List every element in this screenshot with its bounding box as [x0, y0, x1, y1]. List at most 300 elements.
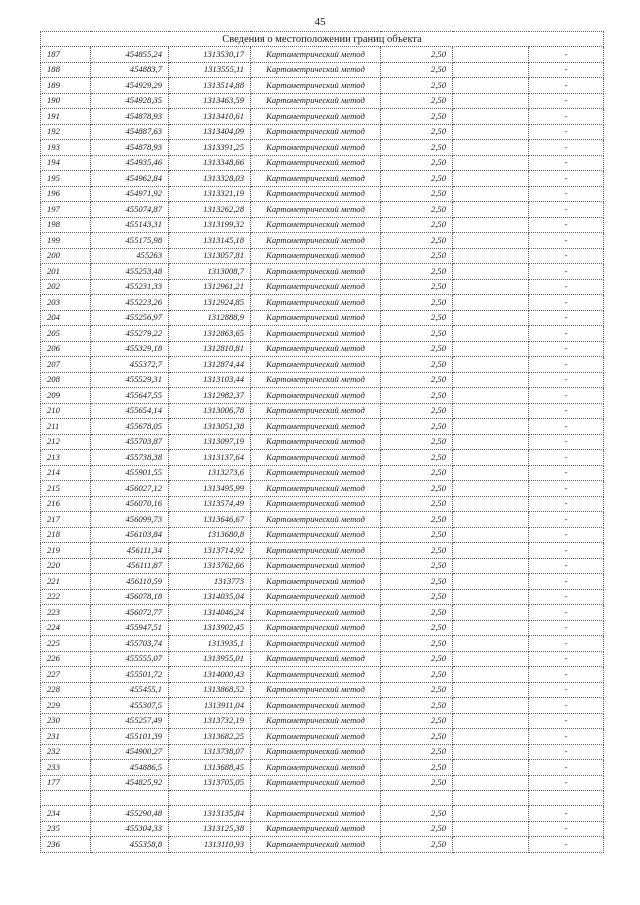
x-coordinate: 455304,33 [91, 821, 169, 837]
y-coordinate: 1312961,21 [169, 279, 251, 295]
x-coordinate: 455358,8 [91, 837, 169, 853]
method: Картометрический метод [251, 543, 381, 559]
point-number: 196 [41, 186, 91, 202]
y-coordinate: 1313008,7 [169, 264, 251, 280]
table-row [41, 326, 604, 342]
blank-cell [453, 341, 529, 357]
table-row [41, 171, 604, 187]
precision: 2,50 [381, 605, 453, 621]
blank-cell [453, 310, 529, 326]
y-coordinate: 1313688,45 [169, 760, 251, 776]
precision: 2,50 [381, 558, 453, 574]
x-coordinate: 455253,48 [91, 264, 169, 280]
dash-cell: - [529, 388, 604, 404]
blank-cell [453, 78, 529, 94]
x-coordinate: 454878,93 [91, 140, 169, 156]
blank-cell [453, 217, 529, 233]
dash-cell: - [529, 217, 604, 233]
method: Картометрический метод [251, 326, 381, 342]
table-row [41, 713, 604, 729]
y-coordinate: 1313137,64 [169, 450, 251, 466]
precision: 2,50 [381, 744, 453, 760]
page-number: 45 [314, 16, 326, 28]
precision: 2,50 [381, 682, 453, 698]
method: Картометрический метод [251, 372, 381, 388]
y-coordinate: 1313714,92 [169, 543, 251, 559]
dash-cell: - [529, 620, 604, 636]
blank-cell [453, 558, 529, 574]
dash-cell: - [529, 264, 604, 280]
table-row [41, 62, 604, 78]
method: Картометрический метод [251, 806, 381, 822]
method: Картометрический метод [251, 682, 381, 698]
point-number: 228 [41, 682, 91, 698]
table-row [41, 388, 604, 404]
blank-cell [453, 574, 529, 590]
blank-cell [453, 93, 529, 109]
x-coordinate: 456027,12 [91, 481, 169, 497]
x-coordinate: 456099,73 [91, 512, 169, 528]
y-coordinate: 1313262,28 [169, 202, 251, 218]
precision: 2,50 [381, 341, 453, 357]
point-number: 226 [41, 651, 91, 667]
precision: 2,50 [381, 248, 453, 264]
separator-row [41, 791, 604, 806]
precision: 2,50 [381, 93, 453, 109]
x-coordinate: 455290,48 [91, 806, 169, 822]
empty-cell [529, 791, 604, 806]
point-number: 224 [41, 620, 91, 636]
method: Картометрический метод [251, 155, 381, 171]
table-row [41, 636, 604, 652]
x-coordinate: 456110,59 [91, 574, 169, 590]
y-coordinate: 1313410,61 [169, 109, 251, 125]
dash-cell: - [529, 744, 604, 760]
precision: 2,50 [381, 651, 453, 667]
point-number: 227 [41, 667, 91, 683]
precision: 2,50 [381, 760, 453, 776]
dash-cell: - [529, 806, 604, 822]
precision: 2,50 [381, 233, 453, 249]
precision: 2,50 [381, 279, 453, 295]
point-number: 202 [41, 279, 91, 295]
precision: 2,50 [381, 419, 453, 435]
method: Картометрический метод [251, 775, 381, 791]
table-row [41, 78, 604, 94]
method: Картометрический метод [251, 248, 381, 264]
method: Картометрический метод [251, 62, 381, 78]
table-row [41, 403, 604, 419]
method: Картометрический метод [251, 636, 381, 652]
table-row [41, 744, 604, 760]
point-number: 201 [41, 264, 91, 280]
table-row [41, 775, 604, 791]
precision: 2,50 [381, 109, 453, 125]
precision: 2,50 [381, 124, 453, 140]
dash-cell: - [529, 574, 604, 590]
dash-cell: - [529, 589, 604, 605]
blank-cell [453, 589, 529, 605]
x-coordinate: 455703,74 [91, 636, 169, 652]
table-row [41, 140, 604, 156]
y-coordinate: 1313530,17 [169, 47, 251, 63]
method: Картометрический метод [251, 93, 381, 109]
method: Картометрический метод [251, 667, 381, 683]
method: Картометрический метод [251, 698, 381, 714]
point-number: 193 [41, 140, 91, 156]
x-coordinate: 455678,05 [91, 419, 169, 435]
precision: 2,50 [381, 481, 453, 497]
empty-cell [381, 791, 453, 806]
table-row [41, 496, 604, 512]
point-number: 188 [41, 62, 91, 78]
dash-cell: - [529, 496, 604, 512]
x-coordinate: 455738,38 [91, 450, 169, 466]
point-number: 220 [41, 558, 91, 574]
table-row [41, 620, 604, 636]
blank-cell [453, 403, 529, 419]
table-row [41, 698, 604, 714]
dash-cell: - [529, 403, 604, 419]
method: Картометрический метод [251, 403, 381, 419]
precision: 2,50 [381, 388, 453, 404]
point-number: 219 [41, 543, 91, 559]
method: Картометрический метод [251, 357, 381, 373]
x-coordinate: 456078,18 [91, 589, 169, 605]
x-coordinate: 455231,33 [91, 279, 169, 295]
dash-cell: - [529, 186, 604, 202]
y-coordinate: 1313705,05 [169, 775, 251, 791]
blank-cell [453, 636, 529, 652]
table-row [41, 837, 604, 853]
table-row [41, 47, 604, 63]
point-number: 217 [41, 512, 91, 528]
table-row [41, 682, 604, 698]
y-coordinate: 1313006,78 [169, 403, 251, 419]
blank-cell [453, 465, 529, 481]
dash-cell: - [529, 372, 604, 388]
blank-cell [453, 620, 529, 636]
dash-cell: - [529, 527, 604, 543]
method: Картометрический метод [251, 821, 381, 837]
dash-cell: - [529, 248, 604, 264]
point-number: 215 [41, 481, 91, 497]
x-coordinate: 456070,16 [91, 496, 169, 512]
precision: 2,50 [381, 217, 453, 233]
y-coordinate: 1313391,25 [169, 140, 251, 156]
table-row [41, 434, 604, 450]
x-coordinate: 456111,34 [91, 543, 169, 559]
empty-cell [251, 791, 381, 806]
dash-cell: - [529, 155, 604, 171]
blank-cell [453, 171, 529, 187]
blank-cell [453, 450, 529, 466]
blank-cell [453, 651, 529, 667]
dash-cell: - [529, 558, 604, 574]
blank-cell [453, 388, 529, 404]
y-coordinate: 1312863,65 [169, 326, 251, 342]
table-header-row [41, 32, 604, 47]
x-coordinate: 455307,5 [91, 698, 169, 714]
precision: 2,50 [381, 357, 453, 373]
x-coordinate: 456103,84 [91, 527, 169, 543]
x-coordinate: 455329,18 [91, 341, 169, 357]
y-coordinate: 1313199,32 [169, 217, 251, 233]
table-row [41, 93, 604, 109]
method: Картометрический метод [251, 620, 381, 636]
point-number: 189 [41, 78, 91, 94]
x-coordinate: 455257,49 [91, 713, 169, 729]
dash-cell: - [529, 78, 604, 94]
method: Картометрический метод [251, 310, 381, 326]
x-coordinate: 456072,77 [91, 605, 169, 621]
y-coordinate: 1312924,85 [169, 295, 251, 311]
blank-cell [453, 496, 529, 512]
table-row [41, 651, 604, 667]
point-number: 213 [41, 450, 91, 466]
method: Картометрический метод [251, 605, 381, 621]
y-coordinate: 1314046,24 [169, 605, 251, 621]
point-number: 187 [41, 47, 91, 63]
precision: 2,50 [381, 326, 453, 342]
table-row [41, 806, 604, 822]
blank-cell [453, 47, 529, 63]
table-row [41, 481, 604, 497]
x-coordinate: 455647,55 [91, 388, 169, 404]
precision: 2,50 [381, 713, 453, 729]
blank-cell [453, 434, 529, 450]
boundary-coordinates-table [40, 31, 604, 853]
method: Картометрический метод [251, 388, 381, 404]
dash-cell: - [529, 140, 604, 156]
y-coordinate: 1314000,43 [169, 667, 251, 683]
dash-cell: - [529, 760, 604, 776]
point-number: 211 [41, 419, 91, 435]
x-coordinate: 454855,24 [91, 47, 169, 63]
blank-cell [453, 512, 529, 528]
x-coordinate: 455703,87 [91, 434, 169, 450]
dash-cell: - [529, 279, 604, 295]
method: Картометрический метод [251, 589, 381, 605]
y-coordinate: 1313773 [169, 574, 251, 590]
dash-cell: - [529, 481, 604, 497]
table-row [41, 124, 604, 140]
x-coordinate: 454935,46 [91, 155, 169, 171]
blank-cell [453, 248, 529, 264]
x-coordinate: 455455,1 [91, 682, 169, 698]
y-coordinate: 1313902,45 [169, 620, 251, 636]
precision: 2,50 [381, 450, 453, 466]
precision: 2,50 [381, 543, 453, 559]
method: Картометрический метод [251, 124, 381, 140]
y-coordinate: 1313738,07 [169, 744, 251, 760]
precision: 2,50 [381, 140, 453, 156]
table-row [41, 558, 604, 574]
dash-cell: - [529, 636, 604, 652]
y-coordinate: 1313955,01 [169, 651, 251, 667]
point-number: 223 [41, 605, 91, 621]
dash-cell: - [529, 729, 604, 745]
y-coordinate: 1313273,6 [169, 465, 251, 481]
y-coordinate: 1313495,99 [169, 481, 251, 497]
blank-cell [453, 481, 529, 497]
precision: 2,50 [381, 837, 453, 853]
y-coordinate: 1313868,52 [169, 682, 251, 698]
table-row [41, 279, 604, 295]
empty-cell [91, 791, 169, 806]
dash-cell: - [529, 450, 604, 466]
point-number: 212 [41, 434, 91, 450]
method: Картометрический метод [251, 496, 381, 512]
method: Картометрический метод [251, 202, 381, 218]
precision: 2,50 [381, 372, 453, 388]
dash-cell: - [529, 202, 604, 218]
y-coordinate: 1313097,19 [169, 434, 251, 450]
table-header: Сведения о местоположении границ объекта [41, 32, 604, 47]
point-number: 230 [41, 713, 91, 729]
method: Картометрический метод [251, 713, 381, 729]
table-row [41, 574, 604, 590]
precision: 2,50 [381, 806, 453, 822]
precision: 2,50 [381, 698, 453, 714]
x-coordinate: 455263 [91, 248, 169, 264]
dash-cell: - [529, 605, 604, 621]
table-row [41, 109, 604, 125]
precision: 2,50 [381, 434, 453, 450]
x-coordinate: 455529,31 [91, 372, 169, 388]
point-number: 177 [41, 775, 91, 791]
x-coordinate: 455901,55 [91, 465, 169, 481]
dash-cell: - [529, 667, 604, 683]
x-coordinate: 454825,92 [91, 775, 169, 791]
method: Картометрический метод [251, 47, 381, 63]
point-number: 234 [41, 806, 91, 822]
y-coordinate: 1313135,84 [169, 806, 251, 822]
x-coordinate: 455074,87 [91, 202, 169, 218]
table-row [41, 419, 604, 435]
dash-cell: - [529, 512, 604, 528]
blank-cell [453, 279, 529, 295]
method: Картометрический метод [251, 465, 381, 481]
method: Картометрический метод [251, 729, 381, 745]
y-coordinate: 1313145,18 [169, 233, 251, 249]
table-row [41, 465, 604, 481]
point-number: 197 [41, 202, 91, 218]
method: Картометрический метод [251, 760, 381, 776]
point-number: 210 [41, 403, 91, 419]
x-coordinate: 454887,63 [91, 124, 169, 140]
blank-cell [453, 667, 529, 683]
table-row [41, 186, 604, 202]
y-coordinate: 1313057,81 [169, 248, 251, 264]
y-coordinate: 1313762,66 [169, 558, 251, 574]
point-number: 194 [41, 155, 91, 171]
point-number: 195 [41, 171, 91, 187]
dash-cell: - [529, 821, 604, 837]
table-row [41, 341, 604, 357]
table-row [41, 248, 604, 264]
method: Картометрический метод [251, 481, 381, 497]
precision: 2,50 [381, 62, 453, 78]
table-row [41, 357, 604, 373]
precision: 2,50 [381, 47, 453, 63]
x-coordinate: 455372,7 [91, 357, 169, 373]
dash-cell: - [529, 47, 604, 63]
point-number: 208 [41, 372, 91, 388]
dash-cell: - [529, 310, 604, 326]
dash-cell: - [529, 682, 604, 698]
point-number: 198 [41, 217, 91, 233]
blank-cell [453, 806, 529, 822]
blank-cell [453, 264, 529, 280]
x-coordinate: 454928,35 [91, 93, 169, 109]
x-coordinate: 454962,84 [91, 171, 169, 187]
precision: 2,50 [381, 264, 453, 280]
blank-cell [453, 698, 529, 714]
method: Картометрический метод [251, 140, 381, 156]
blank-cell [453, 62, 529, 78]
point-number: 236 [41, 837, 91, 853]
y-coordinate: 1313103,44 [169, 372, 251, 388]
method: Картометрический метод [251, 78, 381, 94]
empty-cell [41, 791, 91, 806]
dash-cell: - [529, 341, 604, 357]
precision: 2,50 [381, 775, 453, 791]
blank-cell [453, 713, 529, 729]
point-number: 205 [41, 326, 91, 342]
method: Картометрический метод [251, 419, 381, 435]
dash-cell: - [529, 543, 604, 559]
table-row [41, 310, 604, 326]
blank-cell [453, 543, 529, 559]
point-number: 225 [41, 636, 91, 652]
point-number: 207 [41, 357, 91, 373]
point-number: 233 [41, 760, 91, 776]
blank-cell [453, 837, 529, 853]
table-row [41, 821, 604, 837]
table-row [41, 295, 604, 311]
y-coordinate: 1313514,88 [169, 78, 251, 94]
blank-cell [453, 155, 529, 171]
table-row [41, 155, 604, 171]
blank-cell [453, 527, 529, 543]
method: Картометрический метод [251, 295, 381, 311]
x-coordinate: 454878,93 [91, 109, 169, 125]
precision: 2,50 [381, 821, 453, 837]
method: Картометрический метод [251, 744, 381, 760]
x-coordinate: 454971,92 [91, 186, 169, 202]
dash-cell: - [529, 775, 604, 791]
method: Картометрический метод [251, 558, 381, 574]
point-number: 222 [41, 589, 91, 605]
blank-cell [453, 729, 529, 745]
dash-cell: - [529, 434, 604, 450]
method: Картометрический метод [251, 527, 381, 543]
dash-cell: - [529, 295, 604, 311]
blank-cell [453, 233, 529, 249]
table-row [41, 605, 604, 621]
y-coordinate: 1313125,38 [169, 821, 251, 837]
x-coordinate: 455501,72 [91, 667, 169, 683]
point-number: 199 [41, 233, 91, 249]
precision: 2,50 [381, 620, 453, 636]
dash-cell: - [529, 698, 604, 714]
point-number: 231 [41, 729, 91, 745]
dash-cell: - [529, 124, 604, 140]
precision: 2,50 [381, 667, 453, 683]
x-coordinate: 455223,26 [91, 295, 169, 311]
y-coordinate: 1313404,09 [169, 124, 251, 140]
